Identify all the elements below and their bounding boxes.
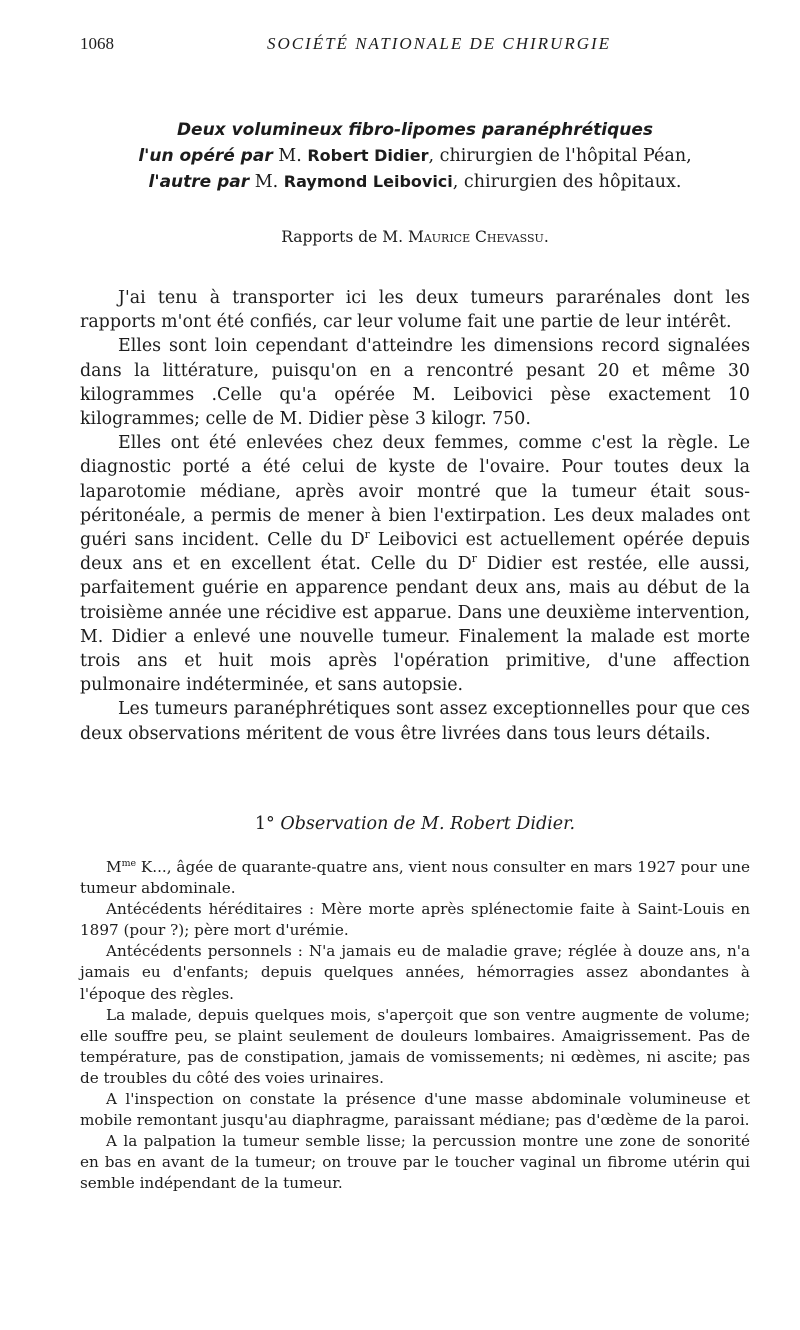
paragraph: Les tumeurs paranéphrétiques sont assez exceptionnelles pour que ces deux observations méritent de vous être livrées dans tous leurs détails. <box>80 699 750 744</box>
paragraph: $M^{me}$ K..., âgée de quarante-quatre ans, vient nous consulter en mars 1927 pour une tumeur abdominale. <box>80 857 750 898</box>
title-line-3: l'autre par M. Raymond Leibovici, chirurgien des hôpitaux. <box>148 172 682 192</box>
paragraph: Elles sont loin cependant d'atteindre les dimensions record signalées dans la littérature, puisqu'on en a rencontré pesant 20 et même 30 kilogrammes .Celle qu'a opérée M. Leibovici pèse exactement 10 kilogrammes; celle de M. Didier pèse 3 kilogr. 750. <box>80 336 750 430</box>
paragraph: Antécédents héréditaires : Mère morte après splénectomie faite à Saint-Louis en 1897 (pour ?); père mort d'urémie. <box>80 900 750 940</box>
paragraph: J'ai tenu à transporter ici les deux tumeurs pararénales dont les rapports m'ont été confiés, car leur volume fait une partie de leur intérêt. <box>80 288 750 333</box>
page-number: 1068 <box>80 34 114 53</box>
reporter-line: Rapports de M. Maurice Chevassu. <box>281 228 549 246</box>
observation-details <box>80 857 750 1195</box>
report-body <box>80 286 750 746</box>
paragraph: A la palpation la tumeur semble lisse; la percussion montre une zone de sonorité en bas en avant de la tumeur; on trouve par le toucher vaginal un fibrome utérin qui semble indépendant de la tumeur. <box>80 1132 750 1193</box>
reporter-name: Maurice Chevassu. <box>407 228 549 246</box>
paragraph: A l'inspection on constate la présence d'une masse abdominale volumineuse et mobile remontant jusqu'au diaphragme, paraissant médiane; pas d'œdème de la paroi. <box>80 1090 750 1130</box>
title-line-2: l'un opéré par M. Robert Didier, chirurgien de l'hôpital Péan, <box>138 146 692 166</box>
paragraph: Elles ont été enlevées chez deux femmes, comme c'est la règle. Le diagnostic porté a été celui de kyste de l'ovaire. Pour toutes deux la laparotomie médiane, après avoir montré que la tumeur était sous-péritonéale, a permis de mener à bien l'extirpation. Les deux malades ont guéri sans incident. Celle du $D^r$ Leibovici est actuellement opérée depuis deux ans et en excellent état. Celle du $D^r$ Didier est restée, elle aussi, parfaitement guérie en apparence pendant deux ans, mais au début de la troisième année une récidive est apparue. Dans une deuxième intervention, M. Didier a enlevé une nouvelle tumeur. Finalement la malade est morte trois ans et huit mois après l'opération primitive, d'une affection pulmonaire indéterminée, et sans autopsie. <box>80 433 750 696</box>
paragraph: La malade, depuis quelques mois, s'aperçoit que son ventre augmente de volume; elle souffre peu, se plaint seulement de douleurs lombaires. Amaigrissement. Pas de température, pas de constipation, jamais de vomissements; ni œdèmes, ni ascite; pas de troubles du côté des voies urinaires. <box>80 1005 750 1087</box>
running-title: SOCIÉTÉ NATIONALE DE CHIRURGIE <box>266 34 612 53</box>
title-line-1: Deux volumineux fibro-lipomes paranéphrétiques <box>176 120 654 140</box>
page-header <box>80 34 750 58</box>
article-title <box>80 118 750 195</box>
observation-heading: 1° Observation de M. Robert Didier. <box>254 814 576 834</box>
paragraph: Antécédents personnels : N'a jamais eu de maladie grave; réglée à douze ans, n'a jamais eu d'enfants; depuis quelques années, hémorragies assez abondantes à l'époque des règles. <box>80 942 750 1003</box>
